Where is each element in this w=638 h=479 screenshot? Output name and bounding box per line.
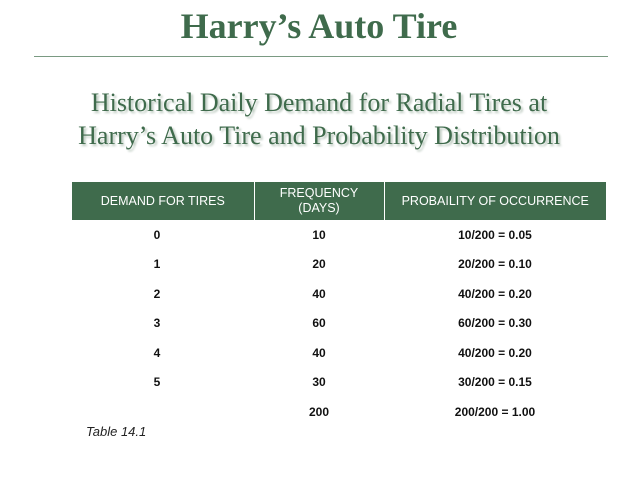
- demand-probability-table: [72, 182, 606, 427]
- table-total-row: [72, 397, 606, 427]
- slide-title: Harry’s Auto Tire: [180, 6, 458, 46]
- table-row: [72, 220, 606, 250]
- header-frequency: FREQUENCY (DAYS): [254, 182, 384, 220]
- table-caption: Table 14.1: [86, 424, 147, 439]
- table-row: [72, 279, 606, 309]
- table-header-row: [72, 182, 606, 220]
- demand-cell: 4: [153, 345, 161, 360]
- probability-cell: 30/200 = 0.15: [458, 375, 532, 390]
- probability-cell: 40/200 = 0.20: [458, 345, 532, 360]
- table-row: [72, 309, 606, 339]
- probability-cell: 60/200 = 0.30: [458, 316, 532, 331]
- demand-cell: 0: [153, 227, 161, 242]
- demand-cell: 1: [153, 257, 161, 272]
- table-row: [72, 250, 606, 280]
- header-demand: DEMAND FOR TIRES: [72, 182, 254, 220]
- subtitle-line-2: Harry’s Auto Tire and Probability Distribution: [78, 121, 560, 150]
- table-row: [72, 368, 606, 398]
- demand-cell: [72, 397, 254, 427]
- probability-total-cell: 200/200 = 1.00: [454, 404, 536, 419]
- frequency-total-cell: 200: [308, 404, 330, 419]
- slide-subtitle: [0, 86, 638, 152]
- subtitle-line-1: Historical Daily Demand for Radial Tires at: [90, 88, 548, 117]
- frequency-cell: 20: [312, 257, 326, 272]
- header-probability: PROBAILITY OF OCCURRENCE: [384, 182, 606, 220]
- table-row: [72, 338, 606, 368]
- frequency-cell: 60: [312, 316, 326, 331]
- probability-cell: 10/200 = 0.05: [458, 227, 532, 242]
- demand-cell: 3: [153, 316, 161, 331]
- probability-cell: 40/200 = 0.20: [458, 286, 532, 301]
- frequency-cell: 30: [312, 375, 326, 390]
- demand-cell: 2: [153, 286, 161, 301]
- frequency-cell: 40: [312, 286, 326, 301]
- frequency-cell: 40: [312, 345, 326, 360]
- title-divider: [34, 56, 608, 57]
- probability-cell: 20/200 = 0.10: [458, 257, 532, 272]
- frequency-cell: 10: [312, 227, 326, 242]
- demand-cell: 5: [153, 375, 161, 390]
